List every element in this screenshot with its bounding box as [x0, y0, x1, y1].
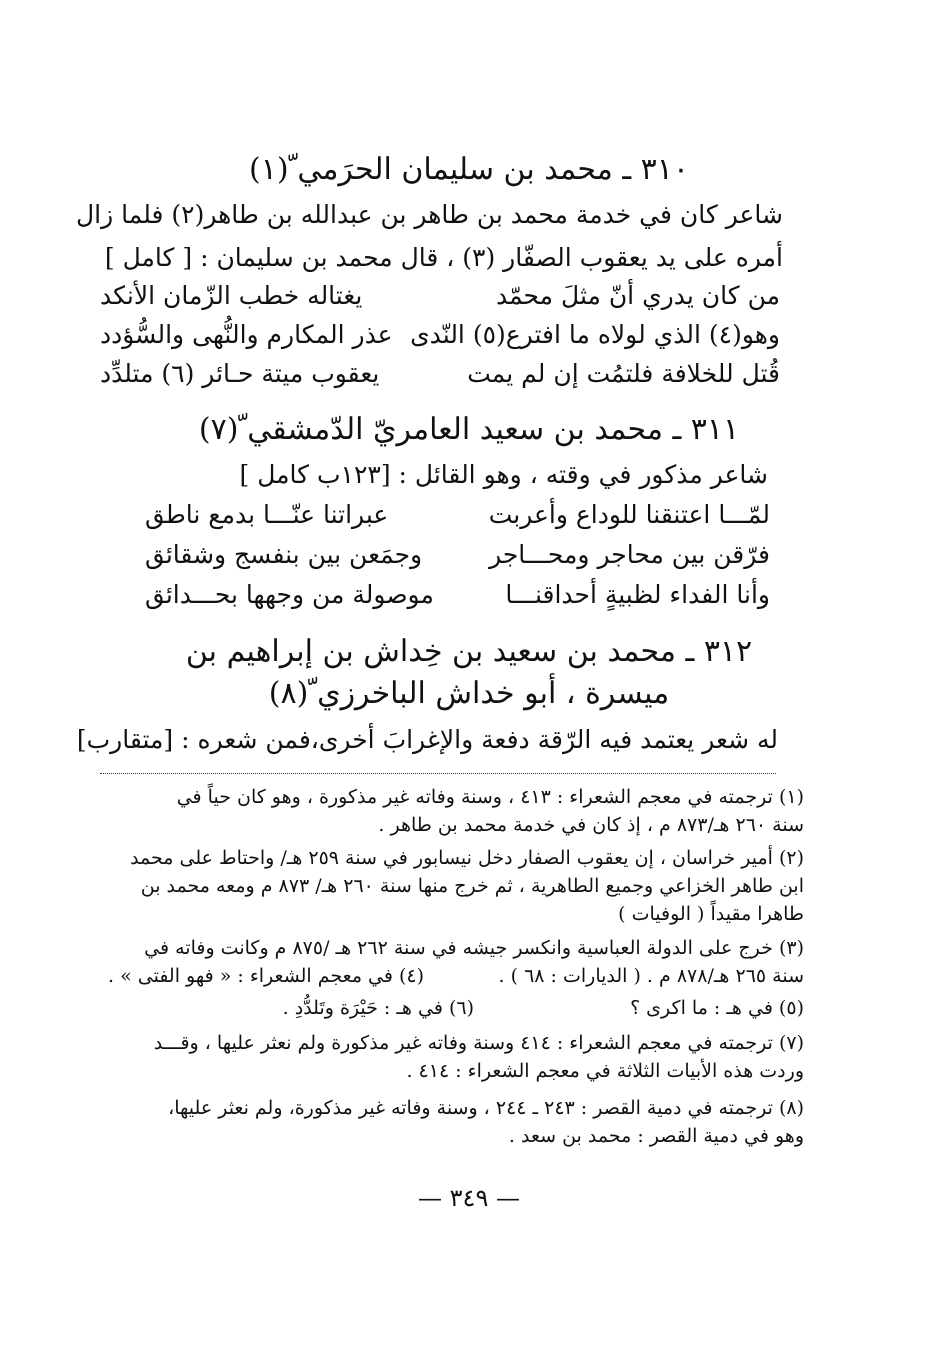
footnote-3-line-2: سنة ٢٦٥ هـ/٨٧٨ م . ( الديارات : ٦٨ ) .: [498, 965, 804, 987]
verse-first-hemistich: لمّـــا اعتنقنا للوداع وأعربت: [488, 500, 770, 529]
verse-second-hemistich: موصولة من وجهها بحـــدائق: [145, 580, 434, 609]
verse-first-hemistich: قُتل للخلافة فلتمُت إن لم يمت: [467, 359, 780, 388]
verse-first-hemistich: من كان يدري أنّ مثلَ محمّد: [495, 281, 780, 310]
footnote-2-line-2: ابن طاهر الخزاعي وجميع الطاهرية ، ثم خرج منها سنة ٢٦٠ هـ/ ٨٧٣ م ومعه محمد بن: [140, 875, 804, 897]
footnote-2-line-1: (٢) أمير خراسان ، إن يعقوب الصفار دخل نيسابور في سنة ٢٥٩ هـ/ واحتاط على محمد: [130, 847, 804, 869]
verse-first-hemistich: فرّقن بين محاجر ومحـــاجر: [489, 540, 770, 569]
entry-310-heading: ٣١٠ ـ محمد بن سليمان الحرَمي ّ(١): [249, 152, 689, 187]
entry-311-heading: ٣١١ ـ محمد بن سعيد العامريّ الدّمشقي ّ(٧): [198, 412, 740, 447]
footnote-1-line-2: سنة ٢٦٠ هـ/٨٧٣ م ، إذ كان في خدمة محمد بن طاهر .: [378, 814, 804, 836]
footnote-7-line-1: (٧) ترجمته في معجم الشعراء : ٤١٤ وسنة وفاته غير مذكورة ولم نعثر عليها ، وقـــد: [153, 1032, 804, 1054]
footnote-separator: [100, 773, 776, 774]
verse-first-hemistich: وأنا الفداء لظبيةٍ أحداقنـــا: [505, 580, 770, 609]
footnote-4: (٤) في معجم الشعراء : « فهو الفتى » .: [108, 965, 425, 987]
verse-second-hemistich: يعقوب ميتة حـائر (٦) متلدِّد: [100, 359, 380, 388]
entry-312-prose: له شعر يعتمد فيه الرّقة دفعة والإغرابَ أخرى،فمن شعره : [متقارب]: [76, 725, 778, 754]
entry-310-prose-line-2: أمره على يد يعقوب الصفّار (٣) ، قال محمد بن سليمان : [ كامل ]: [104, 243, 783, 272]
page-number: — ٣٤٩ —: [418, 1184, 520, 1212]
footnote-8-line-1: (٨) ترجمته في دمية القصر : ٢٤٣ ـ ٢٤٤ ، وسنة وفاته غير مذكورة، ولم نعثر عليها،: [168, 1097, 804, 1119]
entry-312-heading-line-1: ٣١٢ ـ محمد بن سعيد بن خِداش بن إبراهيم بن: [185, 634, 753, 669]
footnote-7-line-2: وردت هذه الأبيات الثلاثة في معجم الشعراء : ٤١٤ .: [406, 1060, 804, 1082]
verse-second-hemistich: عذر المكارم والنُّهى والسُّؤدد: [100, 320, 393, 349]
entry-311-prose: شاعر مذكور في وقته ، وهو القائل : [١٢٣ب كامل ]: [239, 460, 768, 489]
verse-second-hemistich: يغتاله خطب الزّمان الأنكد: [100, 281, 363, 310]
verse-first-hemistich: وهو(٤) الذي لولاه ما افترع(٥) النّدى: [410, 320, 780, 349]
verse-second-hemistich: وجمَعن بين بنفسج وشقائق: [145, 540, 423, 569]
footnote-8-line-2: وهو في دمية القصر : محمد بن سعد .: [508, 1125, 804, 1147]
footnote-3-line-1: (٣) خرج على الدولة العباسية وانكسر جيشه في سنة ٢٦٢ هـ /٨٧٥ م وكانت وفاته في: [144, 937, 804, 959]
verse-second-hemistich: عبراتنا عنّـــا بدمع ناطق: [145, 500, 389, 529]
entry-310-prose-line-1: شاعر كان في خدمة محمد بن طاهر بن عبدالله بن طاهر(٢) فلما زال: [76, 200, 783, 229]
footnote-1-line-1: (١) ترجمته في معجم الشعراء : ٤١٣ ، وسنة وفاته غير مذكورة ، وهو كان حياً في: [176, 786, 804, 808]
footnote-2-line-3: طاهرا مقيداً ( الوفيات ): [618, 903, 804, 925]
footnote-6: (٦) في هـ : حَيْرَة وتَلدُّدِ .: [282, 997, 474, 1019]
footnote-5: (٥) في هـ : ما اكرى ؟: [630, 997, 804, 1019]
entry-312-heading-line-2: ميسرة ، أبو خداش الباخرزي ّ(٨): [268, 676, 670, 711]
